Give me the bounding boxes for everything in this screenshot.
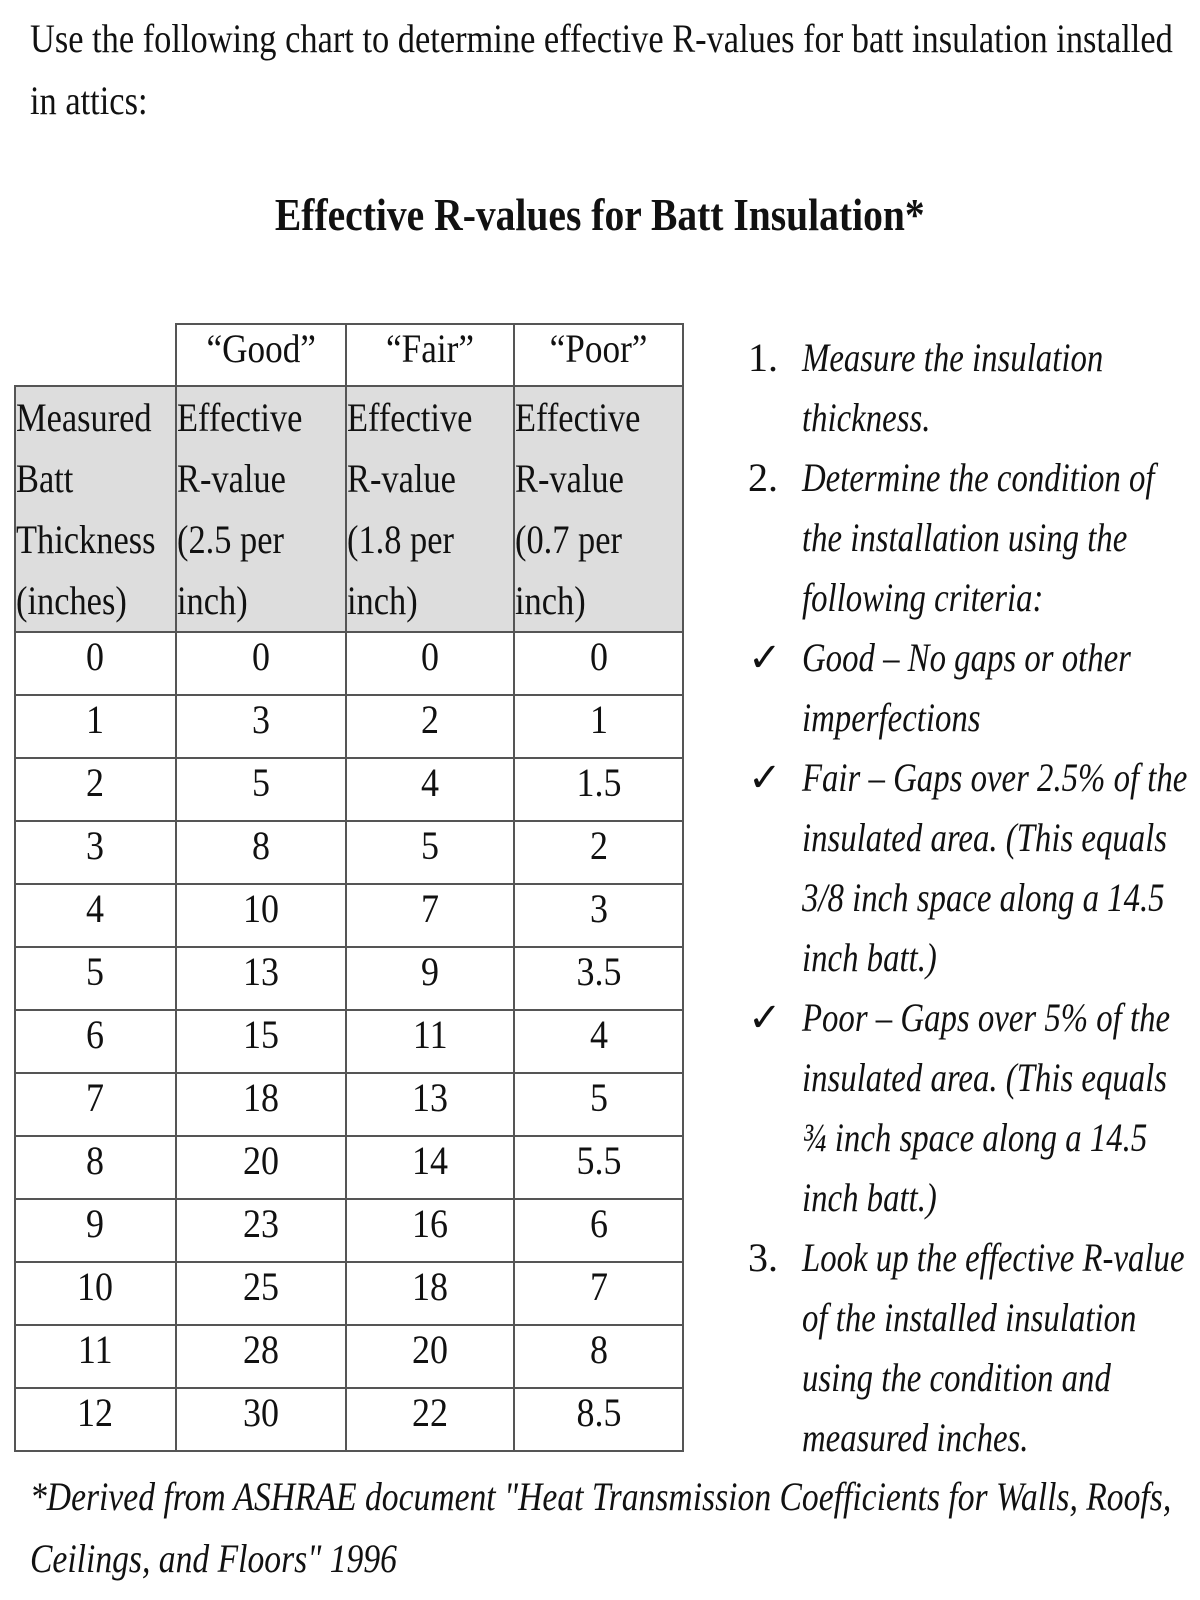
table-row (15, 947, 683, 1010)
table-row (15, 1325, 683, 1388)
poor-rvalue-cell: 1 (514, 695, 683, 758)
poor-rvalue-cell: 3.5 (514, 947, 683, 1010)
instruction-step-1 (748, 328, 1198, 448)
criteria-text: Poor – Gaps over 5% of the insulated area. (This equals ¾ inch space along a 14.5 inch batt.) (802, 995, 1171, 1220)
fair-rvalue-header: Effective R-value (1.8 per inch) (346, 386, 514, 632)
checkmark-icon: ✓ (748, 995, 782, 1040)
fair-rvalue-cell: 0 (346, 632, 514, 695)
fair-rvalue-cell: 20 (346, 1325, 514, 1388)
table-row (15, 1388, 683, 1451)
good-rvalue-cell: 8 (176, 821, 347, 884)
instructions-list (748, 328, 1198, 1468)
thickness-cell: 9 (15, 1199, 176, 1262)
table-row (15, 758, 683, 821)
column-header-row (15, 386, 683, 632)
step-number: 1. (748, 335, 778, 380)
fair-rvalue-cell: 14 (346, 1136, 514, 1199)
thickness-cell: 6 (15, 1010, 176, 1073)
step-text: Determine the condition of the installation using the following criteria: (802, 455, 1155, 620)
good-rvalue-cell: 30 (176, 1388, 347, 1451)
criteria-text: Good – No gaps or other imperfections (802, 635, 1131, 740)
table-row (15, 1136, 683, 1199)
blank-corner-cell (15, 324, 176, 386)
good-rvalue-cell: 18 (176, 1073, 347, 1136)
criteria-text: Fair – Gaps over 2.5% of the insulated area. (This equals 3/8 inch space along a 14.5 inch batt.) (802, 755, 1188, 980)
good-rvalue-cell: 25 (176, 1262, 347, 1325)
fair-rvalue-cell: 5 (346, 821, 514, 884)
poor-rvalue-cell: 5 (514, 1073, 683, 1136)
good-rvalue-cell: 5 (176, 758, 347, 821)
table-row (15, 1010, 683, 1073)
footnote: *Derived from ASHRAE document "Heat Transmission Coefficients for Walls, Roofs, Ceilings, and Floors" 1996 (30, 1474, 1172, 1581)
thickness-cell: 0 (15, 632, 176, 695)
poor-rvalue-cell: 6 (514, 1199, 683, 1262)
table-row (15, 884, 683, 947)
page-title: Effective R-values for Batt Insulation* (275, 189, 925, 240)
checkmark-icon: ✓ (748, 755, 782, 800)
fair-rvalue-cell: 9 (346, 947, 514, 1010)
poor-rvalue-cell: 1.5 (514, 758, 683, 821)
poor-rvalue-cell: 0 (514, 632, 683, 695)
fair-rvalue-cell: 22 (346, 1388, 514, 1451)
good-rvalue-cell: 15 (176, 1010, 347, 1073)
condition-header-row (15, 324, 683, 386)
poor-rvalue-cell: 7 (514, 1262, 683, 1325)
table-row (15, 1073, 683, 1136)
fair-rvalue-cell: 2 (346, 695, 514, 758)
fair-rvalue-cell: 7 (346, 884, 514, 947)
table-row (15, 1199, 683, 1262)
thickness-cell: 10 (15, 1262, 176, 1325)
step-text: Look up the effective R-value of the installed insulation using the condition and measured inches. (802, 1235, 1185, 1460)
table-row (15, 632, 683, 695)
table-row (15, 695, 683, 758)
good-rvalue-cell: 13 (176, 947, 347, 1010)
poor-rvalue-cell: 4 (514, 1010, 683, 1073)
r-value-table (14, 323, 684, 1452)
table-row (15, 821, 683, 884)
poor-rvalue-cell: 5.5 (514, 1136, 683, 1199)
good-rvalue-cell: 0 (176, 632, 347, 695)
condition-fair-header: “Fair” (346, 324, 514, 386)
good-rvalue-cell: 28 (176, 1325, 347, 1388)
fair-rvalue-cell: 13 (346, 1073, 514, 1136)
thickness-cell: 3 (15, 821, 176, 884)
good-rvalue-cell: 3 (176, 695, 347, 758)
criteria-poor (748, 988, 1198, 1228)
instruction-step-3 (748, 1228, 1198, 1468)
good-rvalue-cell: 10 (176, 884, 347, 947)
good-rvalue-header: Effective R-value (2.5 per inch) (176, 386, 347, 632)
checkmark-icon: ✓ (748, 635, 782, 680)
table-row (15, 1262, 683, 1325)
step-number: 3. (748, 1235, 778, 1280)
criteria-good (748, 628, 1198, 748)
thickness-cell: 1 (15, 695, 176, 758)
thickness-cell: 4 (15, 884, 176, 947)
poor-rvalue-cell: 3 (514, 884, 683, 947)
condition-good-header: “Good” (176, 324, 347, 386)
poor-rvalue-cell: 2 (514, 821, 683, 884)
poor-rvalue-header: Effective R-value (0.7 per inch) (514, 386, 683, 632)
good-rvalue-cell: 23 (176, 1199, 347, 1262)
thickness-cell: 5 (15, 947, 176, 1010)
intro-text: Use the following chart to determine effective R-values for batt insulation installed in attics: (30, 16, 1173, 123)
fair-rvalue-cell: 18 (346, 1262, 514, 1325)
instruction-step-2 (748, 448, 1198, 628)
table-body (15, 632, 683, 1451)
poor-rvalue-cell: 8 (514, 1325, 683, 1388)
fair-rvalue-cell: 16 (346, 1199, 514, 1262)
good-rvalue-cell: 20 (176, 1136, 347, 1199)
fair-rvalue-cell: 4 (346, 758, 514, 821)
thickness-cell: 11 (15, 1325, 176, 1388)
step-number: 2. (748, 455, 778, 500)
fair-rvalue-cell: 11 (346, 1010, 514, 1073)
measured-thickness-header: Measured Batt Thickness (inches) (15, 386, 176, 632)
criteria-fair (748, 748, 1198, 988)
condition-poor-header: “Poor” (514, 324, 683, 386)
thickness-cell: 2 (15, 758, 176, 821)
thickness-cell: 7 (15, 1073, 176, 1136)
poor-rvalue-cell: 8.5 (514, 1388, 683, 1451)
thickness-cell: 12 (15, 1388, 176, 1451)
thickness-cell: 8 (15, 1136, 176, 1199)
step-text: Measure the insulation thickness. (802, 335, 1104, 440)
